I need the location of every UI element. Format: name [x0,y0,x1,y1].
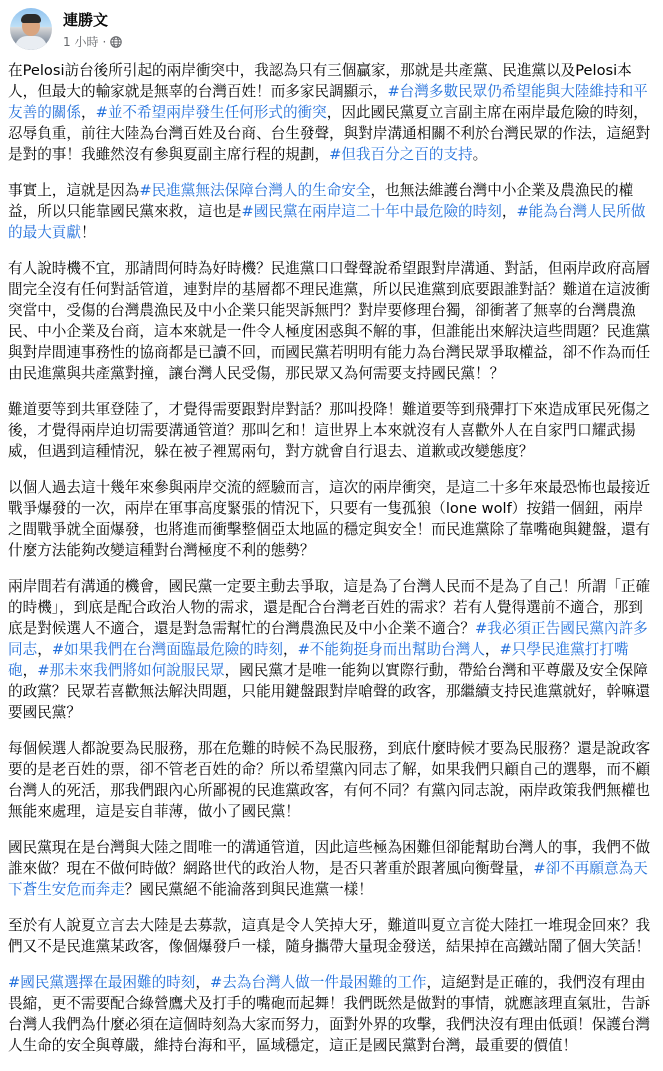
hashtag-link[interactable]: #國民黨在兩岸這二十年中最危險的時刻 [241,203,502,220]
post-paragraph [8,180,655,243]
hashtag-link[interactable]: #但我百分之百的支持 [329,146,473,163]
avatar[interactable] [10,8,52,50]
paragraph-text: 。 [472,146,488,163]
author-name[interactable]: 連勝文 [63,11,109,29]
post-timestamp[interactable]: 1 小時 [63,35,99,49]
post-paragraph [8,576,655,723]
hashtag-link[interactable]: #卻不再願意為天下蒼生安危而奔走 [8,860,648,898]
hashtag-link[interactable]: #國民黨選擇在最困難的時刻 [8,974,196,991]
hashtag-link[interactable]: #那未來我們將如何說服民眾 [37,662,225,679]
globe-icon[interactable] [110,36,122,48]
paragraph-text: 至於有人說夏立言去大陸是去募款，這真是令人笑掉大牙，難道叫夏立言從大陸扛一堆現金回來？我們又不是民進黨某政客，像個爆發戶一樣，隨身攜帶大量現金發送，結果掉在高鐵站鬧了個大笑話！ [8,917,651,955]
post-header [0,0,663,58]
paragraph-text: ， [282,641,298,658]
post-paragraph [8,738,655,822]
post-meta [63,33,122,50]
hashtag-link[interactable]: #不能夠挺身而出幫助台灣人 [297,641,485,658]
paragraph-text: ，國民黨才是唯一能夠以實際行動，帶給台灣和平尊嚴及安全保障的政黨？民眾若喜歡無法解決問題，只能用鍵盤跟對岸嗆聲的政客，那繼續支持民進黨就好，幹嘛還要國民黨？ [8,662,651,721]
post-paragraph [8,60,655,165]
post-body [8,60,655,1071]
paragraph-text: ， [80,104,96,121]
paragraph-text: ，這絕對是正確的，我們沒有理由畏縮，更不需要配合綠營鷹犬及打手的嘴砲而起舞！我們既然是做對的事情，就應該理直氣壯，告訴台灣人我們為什麼必須在這個時刻為大家而努力，面對外界的攻擊，我們決沒有理由低頭！保護台灣人生命的安全與尊嚴，維持台海和平，區域穩定，這正是國民黨對台灣，最重要的價值！ [8,974,651,1054]
hashtag-link[interactable]: #能為台灣人民所做的最大貢獻 [8,203,646,241]
paragraph-text: ， [501,203,517,220]
post-paragraph [8,477,655,561]
paragraph-text: ，也無法維護台灣中小企業及農漁民的權益，所以只能靠國民黨來救，這也是 [8,182,634,220]
post-paragraph [8,972,655,1056]
paragraph-text: ，因此國民黨夏立言副主席在兩岸最危險的時刻，忍辱負重，前往大陸為台灣百姓及台商、台生發聲，與對岸溝通相關不利於台灣民眾的作法，這絕對是對的事！我雖然沒有參與夏副主席行程的規劃， [8,104,651,163]
paragraph-text: 國民黨現在是台灣與大陸之間唯一的溝通管道，因此這些極為困難但卻能幫助台灣人的事，我們不做誰來做？現在不做何時做？網路世代的政治人物，是否只著重於跟著風向衡聲量， [8,839,651,877]
post-paragraph [8,915,655,957]
hashtag-link[interactable]: #只學民進黨打打嘴砲 [8,641,629,679]
paragraph-text: 有人說時機不宜，那請問何時為好時機？民進黨口口聲聲說希望跟對岸溝通、對話，但兩岸政府高層間完全沒有任何對話管道，連對岸的基層都不理民進黨，所以民進黨到底要跟誰對話？難道在這波衝突當中，受傷的台灣農漁民及中小企業只能哭訴無門？對岸要修理台獨，卻衝著了無辜的台灣農漁民、中小企業及台商，這本來就是一件令人極度困惑與不解的事，但誰能出來解決這些問題？民進黨與對岸間連事務性的協商都是已讀不回，而國民黨若明明有能力為台灣民眾爭取權益，卻不作為而任由民進黨與共產黨對撞，讓台灣人民受傷，那民眾又為何需要支持國民黨！？ [8,260,651,382]
paragraph-text: ， [22,662,38,679]
paragraph-text: 兩岸間若有溝通的機會，國民黨一定要主動去爭取，這是為了台灣人民而不是為了自己！所謂「正確的時機」，到底是配合政治人物的需求，還是配合台灣老百姓的需求？若有人覺得選前不適合，那到底是對候選人不適合，還是對急需幫忙的台灣農漁民及中小企業不適合？ [8,578,651,637]
post-paragraph [8,837,655,900]
hashtag-link[interactable]: #我必須正告國民黨內許多同志 [8,620,648,658]
paragraph-text: ？國民黨絕不能淪落到與民進黨一樣！ [124,881,373,898]
paragraph-text: 在Pelosi訪台後所引起的兩岸衝突中，我認為只有三個贏家，那就是共產黨、民進黨以及Pelosi本人，但最大的輸家就是無辜的台灣百姓！而多家民調顯示， [8,62,632,100]
hashtag-link[interactable]: #民進黨無法保障台灣人的生命安全 [139,182,371,199]
meta-separator: · [102,34,107,49]
paragraph-text: 事實上，這就是因為 [8,182,140,199]
paragraph-text: 每個候選人都說要為民服務，那在危難的時候不為民服務，到底什麼時候才要為民服務？還是說政客要的是老百姓的票，卻不管老百姓的命？所以希望黨內同志了解，如果我們只顧自己的選舉，而不顧台灣人的死活，那我們跟內心所鄙視的民進黨政客，有何不同？有黨內同志說，兩岸政策我們無權也無能來處理，這是妄自菲薄，做小了國民黨！ [8,740,651,820]
hashtag-link[interactable]: #台灣多數民眾仍希望能與大陸維持和平友善的關係 [8,83,648,121]
paragraph-text: ， [484,641,500,658]
hashtag-link[interactable]: #如果我們在台灣面臨最危險的時刻 [51,641,283,658]
paragraph-text: ！ [80,224,96,241]
paragraph-text: 難道要等到共軍登陸了，才覺得需要跟對岸對話？那叫投降！難道要等到飛彈打下來造成軍民死傷之後，才覺得兩岸迫切需要溝通管道？那叫乞和！這世界上本來就沒有人喜歡外人在自家門口耀武揚威，但遇到這種情況，躲在被子裡罵兩句，對方就會自行退去、道歉或改變態度？ [8,401,651,460]
post-paragraph [8,258,655,384]
paragraph-text: ， [37,641,52,658]
hashtag-link[interactable]: #去為台灣人做一件最困難的工作 [209,974,427,991]
hashtag-link[interactable]: #並不希望兩岸發生任何形式的衝突 [95,104,327,121]
post-paragraph [8,399,655,462]
paragraph-text: ， [195,974,210,991]
paragraph-text: 以個人過去這十幾年來參與兩岸交流的經驗而言，這次的兩岸衝突，是這二十多年來最恐怖也最接近戰爭爆發的一次，兩岸在軍事高度緊張的情況下，只要有一隻孤狼（lone wolf）按錯一個鈕，兩岸之間戰爭就全面爆發，也將進而衝擊整個亞太地區的穩定與安全！而民進黨除了靠嘴砲與鍵盤，還有什麼方法能夠改變這種對台灣極度不利的態勢？ [8,479,651,559]
